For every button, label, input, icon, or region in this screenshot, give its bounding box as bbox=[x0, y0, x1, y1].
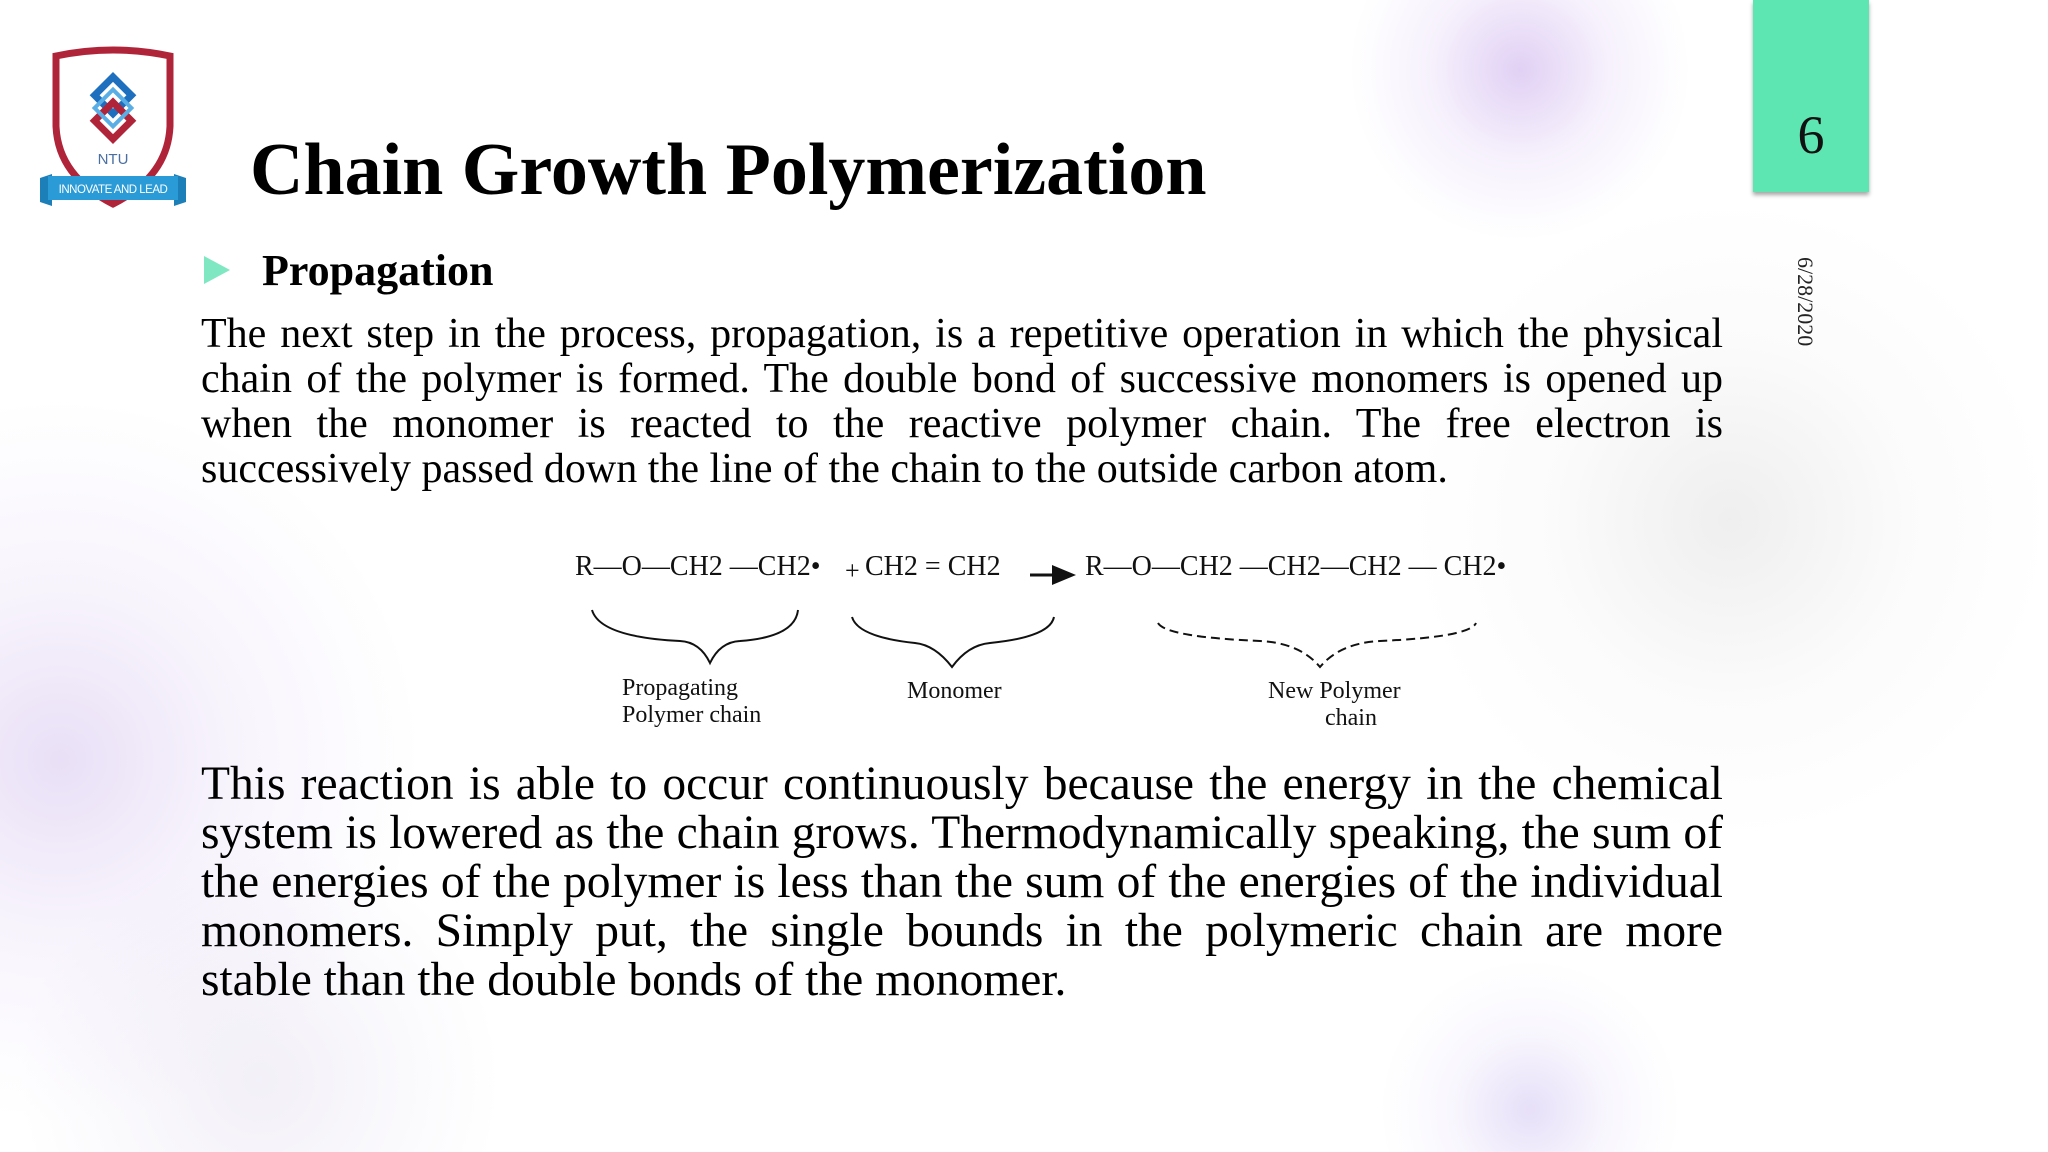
reaction-arrow-icon bbox=[1030, 565, 1076, 585]
plus-sign: + bbox=[845, 556, 860, 585]
product-new-polymer: R—O—CH2 —CH2—CH2 — CH2• bbox=[1085, 551, 1507, 582]
reactant-polymer-chain: R—O—CH2 —CH2• bbox=[575, 551, 821, 582]
logo-text: NTU bbox=[97, 151, 129, 168]
logo-motto: INNOVATE AND LEAD bbox=[58, 184, 168, 196]
label-new-polymer-line2: chain bbox=[1325, 705, 1377, 731]
paragraph-propagation: The next step in the process, propagation, is a repetitive operation in which the physical chain of the polymer is formed. The double bond of successive monomers is opened up when the monomer is reacted to the reactive polymer chain. The free electron is successively passed down the line of the chain to the outside carbon atom. bbox=[201, 311, 1723, 492]
bullet-label: Propagation bbox=[262, 245, 494, 295]
bullet-arrow-icon bbox=[204, 256, 230, 284]
slide-title: Chain Growth Polymerization bbox=[250, 129, 1207, 211]
reactant-monomer: CH2 = CH2 bbox=[865, 551, 1001, 582]
brace-propagating-chain bbox=[592, 610, 798, 663]
label-monomer: Monomer bbox=[907, 678, 1002, 704]
brace-monomer bbox=[852, 617, 1054, 667]
page-number-tab bbox=[1753, 0, 1869, 192]
page-number: 6 bbox=[1797, 105, 1825, 165]
bullet-item bbox=[204, 242, 493, 298]
propagation-reaction-diagram bbox=[560, 545, 1540, 745]
label-propagating-line1: Propagating bbox=[622, 675, 738, 701]
brace-new-polymer bbox=[1158, 623, 1476, 667]
paragraph-energy: This reaction is able to occur continuously because the energy in the chemical system is lowered as the chain grows. Thermodynamically speaking, the sum of the energies of the polymer is less than the sum of the energies of the individual monomers. Simply put, the single bounds in the polymeric chain are more stable than the double bonds of the monomer. bbox=[201, 758, 1723, 1006]
label-new-polymer-line1: New Polymer bbox=[1268, 678, 1401, 704]
university-logo bbox=[38, 46, 188, 216]
label-propagating-line2: Polymer chain bbox=[622, 702, 762, 728]
slide-date: 6/28/2020 bbox=[1793, 257, 1818, 347]
